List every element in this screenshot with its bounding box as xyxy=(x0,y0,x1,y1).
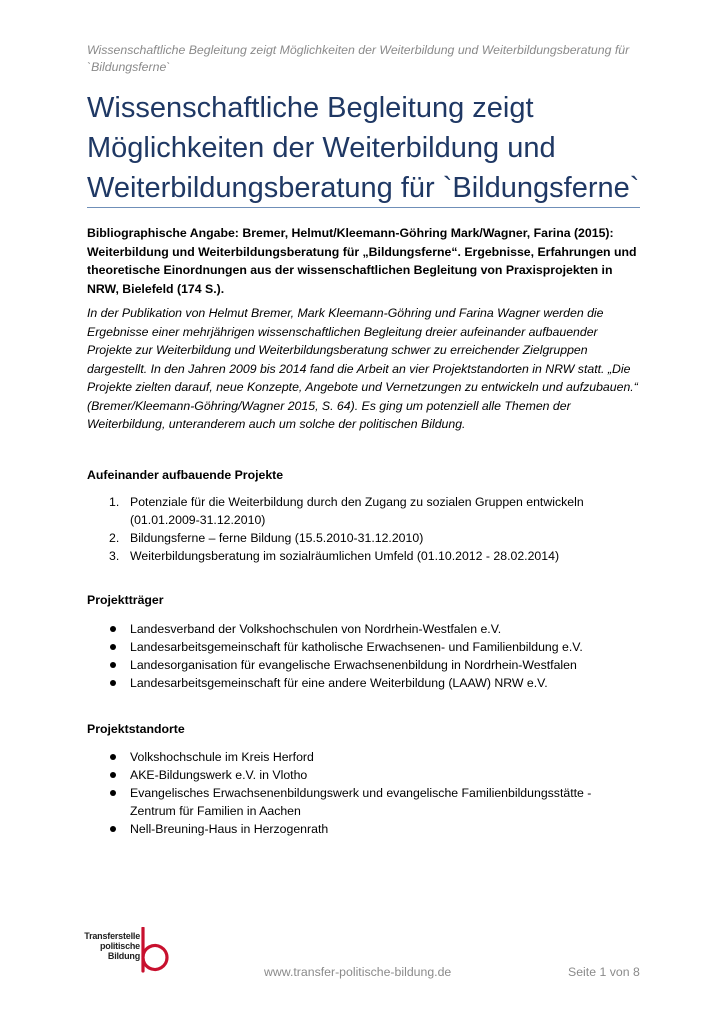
bullet-icon xyxy=(110,644,116,650)
logo-b-mark-icon xyxy=(86,927,176,977)
footer-page-number: Seite 1 von 8 xyxy=(568,965,640,979)
list-item xyxy=(87,784,640,820)
locations-list xyxy=(87,748,640,838)
bullet-icon xyxy=(110,626,116,632)
list-item-text: Bildungsferne – ferne Bildung (15.5.2010-31.12.2010) xyxy=(130,531,424,545)
running-header: Wissenschaftliche Begleitung zeigt Möglichkeiten der Weiterbildung und Weiterbildungsberatung für `Bildungsferne` xyxy=(87,43,630,74)
list-item xyxy=(87,674,640,692)
list-item xyxy=(87,493,640,529)
logo-line-3: Bildung xyxy=(107,951,140,961)
bullet-icon xyxy=(110,680,116,686)
carriers-list xyxy=(87,620,640,692)
footer-url: www.transfer-politische-bildung.de xyxy=(264,965,452,979)
bibliographic-reference: Bibliographische Angabe: Bremer, Helmut/Kleemann-Göhring Mark/Wagner, Farina (2015): Weiterbildung und Weiterbildungsberatung für „Bildungsferne“. Ergebnisse, Erfahrungen und theoretische Einordnungen aus der wissenschaftlichen Begleitung von Praxisprojekten in NRW, Bielefeld (174 S.). xyxy=(87,226,637,296)
list-item-text: Landesorganisation für evangelische Erwachsenenbildung in Nordrhein-Westfalen xyxy=(130,658,577,672)
list-item xyxy=(87,547,640,565)
section-heading-projects: Aufeinander aufbauende Projekte xyxy=(87,468,284,482)
bullet-icon xyxy=(110,772,116,778)
list-item xyxy=(87,748,640,766)
bullet-icon xyxy=(110,662,116,668)
list-item-text: AKE-Bildungswerk e.V. in Vlotho xyxy=(130,768,308,782)
list-item-text: Evangelisches Erwachsenenbildungswerk und evangelische Familienbildungsstätte - Zentrum für Familien in Aachen xyxy=(130,786,592,818)
list-number: 3. xyxy=(109,549,120,563)
list-item-text: Nell-Breuning-Haus in Herzogenrath xyxy=(130,822,329,836)
list-item xyxy=(87,638,640,656)
projects-list xyxy=(87,493,640,565)
list-item-text: Landesarbeitsgemeinschaft für eine andere Weiterbildung (LAAW) NRW e.V. xyxy=(130,676,548,690)
list-item-text: Potenziale für die Weiterbildung durch den Zugang zu sozialen Gruppen entwickeln (01.01.2009-31.12.2010) xyxy=(130,495,584,527)
bullet-icon xyxy=(110,826,116,832)
abstract-paragraph: In der Publikation von Helmut Bremer, Mark Kleemann-Göhring und Farina Wagner werden die Ergebnisse einer mehrjährigen wissenschaftlichen Begleitung dreier aufeinander aufbauender Projekte zur Weiterbildung und Weiterbildungsberatung schwer zu erreichender Zielgruppen dargestellt. In den Jahren 2009 bis 2014 fand die Arbeit an vier Projektstandorten in NRW statt. „Die Projekte zielten darauf, neue Konzepte, Angebote und Vernetzungen zu entwickeln und aufzubauen.“ (Bremer/Kleemann-Göhring/Wagner 2015, S. 64). Es ging um potenziell alle Themen der Weiterbildung, unteranderem auch um solche der politischen Bildung. xyxy=(87,306,638,431)
list-item xyxy=(87,766,640,784)
list-item-text: Landesverband der Volkshochschulen von Nordrhein-Westfalen e.V. xyxy=(130,622,502,636)
bullet-icon xyxy=(110,790,116,796)
list-number: 2. xyxy=(109,531,120,545)
list-item xyxy=(87,820,640,838)
bullet-icon xyxy=(110,754,116,760)
section-heading-locations: Projektstandorte xyxy=(87,722,185,736)
logo-line-2: politische xyxy=(99,941,140,951)
list-item xyxy=(87,529,640,547)
list-item-text: Landesarbeitsgemeinschaft für katholische Erwachsenen- und Familienbildung e.V. xyxy=(130,640,583,654)
list-item-text: Volkshochschule im Kreis Herford xyxy=(130,750,314,764)
list-item xyxy=(87,656,640,674)
title-divider xyxy=(87,207,640,208)
list-item xyxy=(87,620,640,638)
list-number: 1. xyxy=(109,495,120,509)
section-heading-carriers: Projektträger xyxy=(87,593,164,607)
logo-line-1: Transferstelle xyxy=(84,931,140,941)
page-title: Wissenschaftliche Begleitung zeigt Möglichkeiten der Weiterbildung und Weiterbildungsberatung für `Bildungsferne` xyxy=(87,92,640,204)
transferstelle-logo xyxy=(86,927,176,977)
list-item-text: Weiterbildungsberatung im sozialräumlichen Umfeld (01.10.2012 - 28.02.2014) xyxy=(130,549,560,563)
